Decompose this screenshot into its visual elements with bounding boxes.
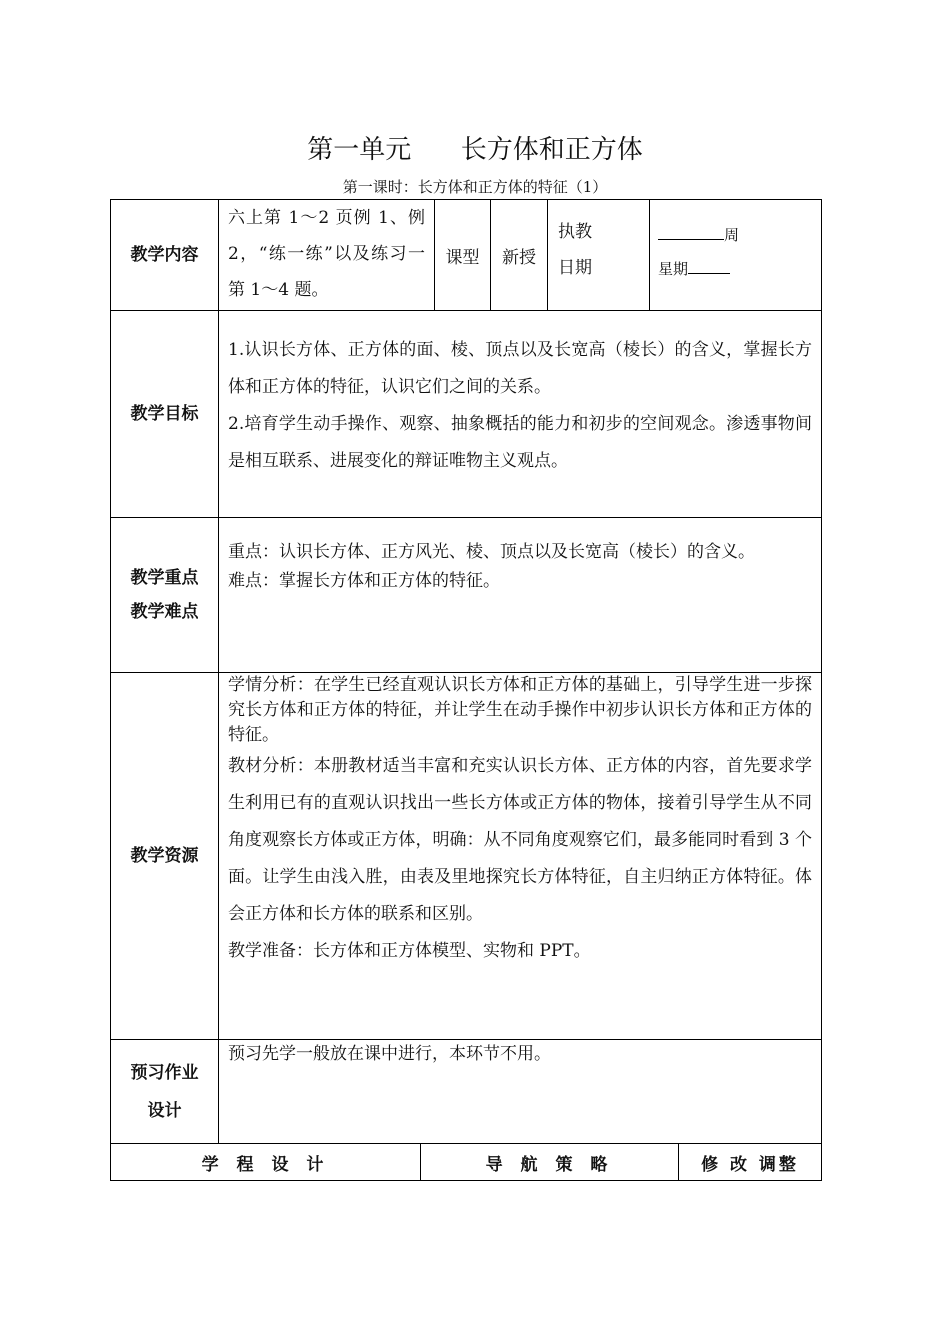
teaching-resources-text [219,673,821,970]
difficulty-text: 难点：掌握长方体和正方体的特征。 [228,571,500,591]
process-header-table [110,1143,822,1181]
teaching-resources-cell [219,673,822,1040]
date-label-line2: 日期 [558,258,592,278]
teaching-goals-cell [219,311,822,518]
teaching-goals-text [219,332,821,496]
goal-item-2: 2.培育学生动手操作、观察、抽象概括的能力和初步的空间观念。渗透事物间是相互联系、进展变化的辩证唯物主义观点。 [228,414,812,471]
label-lesson-type: 课型 [435,200,491,311]
goal-item-1: 1.认识长方体、正方体的面、棱、顶点以及长宽高（棱长）的含义，掌握长方体和正方体的特征，认识它们之间的关系。 [228,340,812,397]
page-title: 第一单元 长方体和正方体 [307,135,643,165]
week-suffix: 周 [724,226,740,244]
teaching-content-text: 六上第 1～2 页例 1、例 2，“练一练”以及练习一第 1～4 题。 [228,208,425,300]
teaching-preparation: 教学准备：长方体和正方体模型、实物和 PPT。 [228,941,591,961]
header-learning-process: 学 程 设 计 [111,1144,421,1181]
header-guidance-strategy: 导 航 策 略 [421,1144,679,1181]
row-preview-homework [111,1040,822,1144]
label-preview-homework [111,1040,219,1144]
lesson-subtitle: 第一课时：长方体和正方体的特征（1） [342,178,608,196]
date-label-cell [548,200,650,311]
label-key-points [111,518,219,673]
process-header-row [111,1144,822,1181]
lesson-plan-table [110,199,822,1144]
date-value-cell [650,200,822,311]
key-points-text [219,518,821,596]
row-teaching-content [111,200,822,311]
week-blank [658,223,724,240]
row-teaching-resources [111,673,822,1040]
key-point-text: 重点：认识长方体、正方风光、棱、顶点以及长宽高（棱长）的含义。 [228,542,755,562]
label-key-point: 教学重点 [130,568,199,588]
preview-homework-cell [219,1040,822,1144]
week-line [658,218,821,252]
header-revision: 修 改 调整 [679,1144,822,1181]
teaching-content-cell [219,200,435,311]
key-points-cell [219,518,822,673]
textbook-analysis: 教材分析：本册教材适当丰富和充实认识长方体、正方体的内容，首先要求学生利用已有的直观认识找出一些长方体或正方体的物体，接着引导学生从不同角度观察长方体或正方体，明确：从不同角度观察它们，最多能同时看到 3 个面。让学生由浅入胜，由表及里地探究长方体特征，自主归纳正方体特征。体会正方体和长方体的联系和区别。 [228,756,812,924]
label-teaching-resources: 教学资源 [111,673,219,1040]
preview-homework-text: 预习先学一般放在课中进行，本环节不用。 [228,1044,551,1064]
label-homework-line2: 设计 [147,1100,182,1121]
weekday-blank [688,257,730,274]
label-homework-line1: 预习作业 [130,1062,199,1083]
lesson-type-value: 新授 [491,200,548,311]
label-difficulty: 教学难点 [130,602,199,622]
learning-analysis: 学情分析：在学生已经直观认识长方体和正方体的基础上，引导学生进一步探究长方体和正方体的特征，并让学生在动手操作中初步认识长方体和正方体的特征。 [228,675,812,745]
row-key-points [111,518,822,673]
date-label-line1: 执教 [558,222,592,242]
weekday-line [658,252,821,286]
weekday-prefix: 星期 [658,260,689,278]
row-teaching-goals [111,311,822,518]
label-teaching-goals: 教学目标 [111,311,219,518]
label-teaching-content: 教学内容 [111,200,219,311]
